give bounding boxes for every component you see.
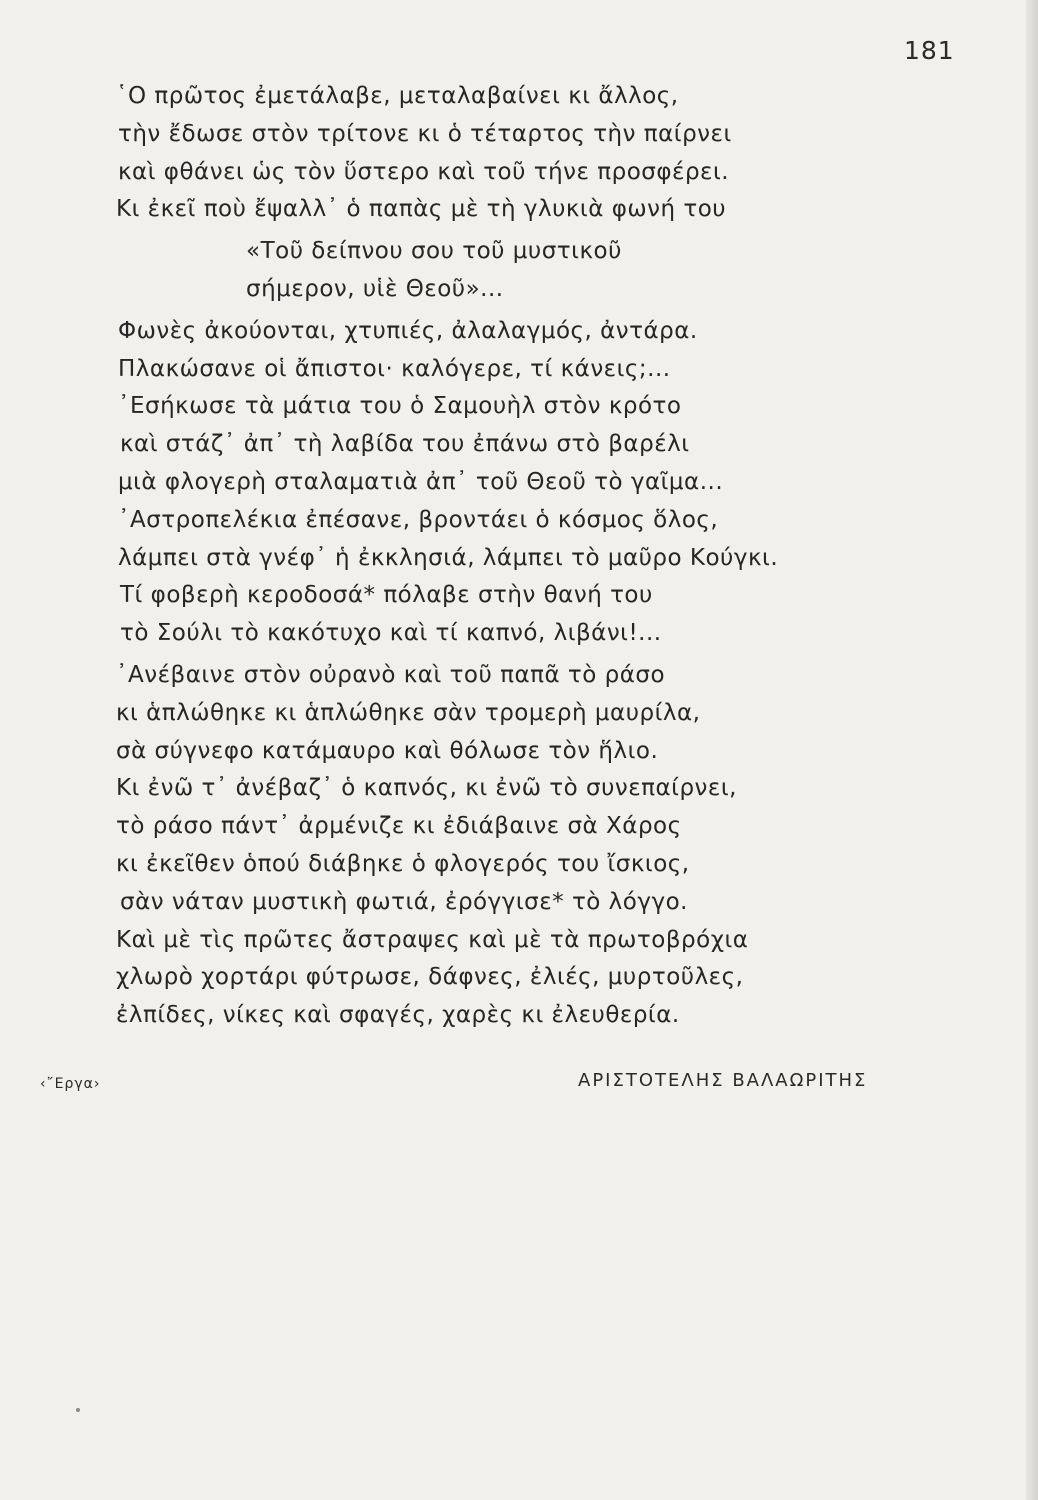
poem-line: Κι ἐκεῖ ποὺ ἔψαλλ᾿ ὁ παπὰς μὲ τὴ γλυκιὰ φωνή του — [116, 196, 727, 223]
poem-line-quoted: «Τοῦ δείπνου σου τοῦ μυστικοῦ — [246, 238, 622, 265]
poem-line: σὰ σύγνεφο κατάμαυρο καὶ θόλωσε τὸν ἥλιο. — [116, 737, 659, 764]
poem-line-quoted: σήμερον, υἱὲ Θεοῦ»... — [246, 275, 504, 302]
poem-line: Τί φοβερὴ κεροδοσά* πόλαβε στὴν θανή του — [120, 582, 653, 609]
poem-line: ᾿Εσήκωσε τὰ μάτια του ὁ Σαμουὴλ στὸν κρότο — [118, 393, 682, 420]
poem-line: ᾿Ανέβαινε στὸν οὐρανὸ καὶ τοῦ παπᾶ τὸ ράσο — [116, 661, 666, 688]
poem-line: ἐλπίδες, νίκες καὶ σφαγές, χαρὲς κι ἐλευθερία. — [116, 1002, 680, 1029]
poem-line: τὸ Σούλι τὸ κακότυχο καὶ τί καπνό, λιβάνι!... — [120, 620, 662, 647]
author-name: ΑΡΙΣΤΟΤΕΛΗΣ ΒΑΛΑΩΡΙΤΗΣ — [578, 1070, 868, 1091]
poem-line: Καὶ μὲ τὶς πρῶτες ἄστραψες καὶ μὲ τὰ πρωτοβρόχια — [116, 926, 749, 953]
page-number: 181 — [904, 36, 955, 65]
source-citation: ‹῎Εργα› — [40, 1076, 101, 1092]
poem-line: κι ἐκεῖθεν ὁπού διάβηκε ὁ φλογερός του ἴσκιος, — [116, 850, 690, 877]
poem-line: καὶ στάζ᾿ ἀπ᾿ τὴ λαβίδα του ἐπάνω στὸ βαρέλι — [120, 431, 690, 458]
poem-line: μιὰ φλογερὴ σταλαματιὰ ἀπ᾿ τοῦ Θεοῦ τὸ γαῖμα... — [118, 468, 724, 495]
poem-line: καὶ φθάνει ὡς τὸν ὕστερο καὶ τοῦ τήνε προσφέρει. — [118, 158, 730, 185]
poem-line: Κι ἐνῶ τ᾿ ἀνέβαζ᾿ ὁ καπνός, κι ἐνῶ τὸ συνεπαίρνει, — [116, 775, 737, 802]
scan-speck — [76, 1408, 80, 1412]
poem-line: σὰν νάταν μυστικὴ φωτιά, ἐρόγγισε* τὸ λόγγο. — [120, 888, 688, 915]
poem-line: Πλακώσανε οἱ ἄπιστοι· καλόγερε, τί κάνεις;... — [118, 355, 671, 382]
poem-line: τὸ ράσο πάντ᾿ ἀρμένιζε κι ἐδιάβαινε σὰ Χάρος — [116, 813, 682, 840]
poem-text — [116, 78, 976, 1035]
poem-line: Φωνὲς ἀκούονται, χτυπιές, ἀλαλαγμός, ἀντάρα. — [118, 317, 698, 344]
poem-line: χλωρὸ χορτάρι φύτρωσε, δάφνες, ἐλιές, μυρτοῦλες, — [116, 964, 744, 991]
poem-line: τὴν ἔδωσε στὸν τρίτονε κι ὁ τέταρτος τὴν παίρνει — [118, 120, 732, 147]
poem-line: κι ἁπλώθηκε κι ἁπλώθηκε σὰν τρομερὴ μαυρίλα, — [116, 699, 701, 726]
poem-line: ῾Ο πρῶτος ἐμετάλαβε, μεταλαβαίνει κι ἄλλος, — [116, 83, 679, 109]
poem-line: λάμπει στὰ γνέφ᾿ ἡ ἐκκλησιά, λάμπει τὸ μαῦρο Κούγκι. — [118, 544, 779, 571]
poem-line: ᾿Αστροπελέκια ἐπέσανε, βροντάει ὁ κόσμος ὅλος, — [118, 506, 719, 533]
page-edge-shadow — [1026, 0, 1038, 1500]
